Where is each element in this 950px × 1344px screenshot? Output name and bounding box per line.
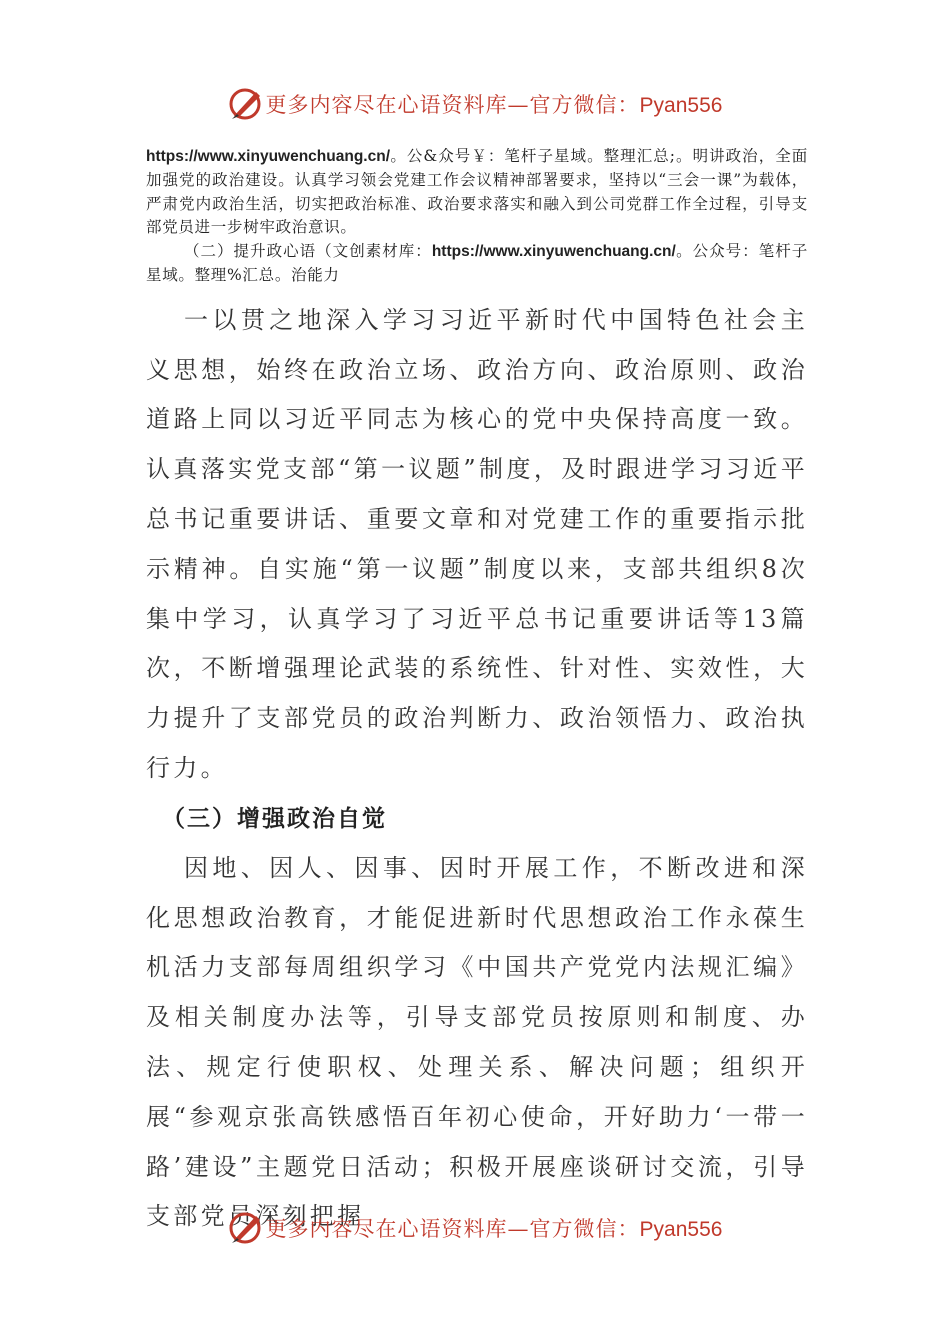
footer-banner xyxy=(0,1206,950,1250)
document-body xyxy=(146,145,808,1242)
wechat-handle: Pyan556 xyxy=(639,1218,723,1241)
section-heading-3: （三）增强政治自觉 xyxy=(162,805,387,832)
intro-paragraph: https://www.xinyuwenchuang.cn/。公&众号￥：笔杆子星域。整理汇总;。明讲政治，全面加强党的政治建设。认真学习领会党建工作会议精神部署要求，坚持以“三会一课”为载体，严肃党内政治生活，切实把政治标准、政治要求落实和融入到公司党群工作全过程，引导支部党员进一步树牢政治意识。 xyxy=(146,147,808,237)
header-banner xyxy=(0,82,950,126)
wechat-handle: Pyan556 xyxy=(639,94,723,117)
paragraph-2: 因地、因人、因事、因时开展工作，不断改进和深化思想政治教育，才能促进新时代思想政治工作永葆生机活力支部每周组织学习《中国共产党党内法规汇编》及相关制度办法等，引导支部党员按原则和制度、办法、规定行使职权、处理关系、解决问题；组织开展“参观京张高铁感悟百年初心使命，开好助力‘一带一路’建设”主题党日活动；积极开展座谈研讨交流，引导支部党员深刻把握 xyxy=(146,853,808,1231)
intro-url-link[interactable]: https://www.xinyuwenchuang.cn/ xyxy=(146,148,390,165)
banner-label: 更多内容尽在心语资料库—官方微信：Pyan556 xyxy=(265,93,723,117)
subheading-2: （二）提升政心语（文创素材库：https://www.xinyuwenchuang.cn/。公众号：笔杆子星域。整理%汇总。治能力 xyxy=(146,242,808,284)
pen-logo-icon xyxy=(228,1210,264,1246)
sub2-url-link[interactable]: https://www.xinyuwenchuang.cn/ xyxy=(431,243,676,261)
paragraph-1: 一以贯之地深入学习习近平新时代中国特色社会主义思想，始终在政治立场、政治方向、政治原则、政治道路上同以习近平同志为核心的党中央保持高度一致。认真落实党支部“第一议题”制度，及时跟进学习习近平总书记重要讲话、重要文章和对党建工作的重要指示批示精神。自实施“第一议题”制度以来，支部共组织8次集中学习，认真学习了习近平总书记重要讲话等13篇次，不断增强理论武装的系统性、针对性、实效性，大力提升了支部党员的政治判断力、政治领悟力、政治执行力。 xyxy=(146,305,808,782)
banner-label: 更多内容尽在心语资料库—官方微信：Pyan556 xyxy=(265,1217,723,1241)
pen-logo-icon xyxy=(228,86,264,122)
